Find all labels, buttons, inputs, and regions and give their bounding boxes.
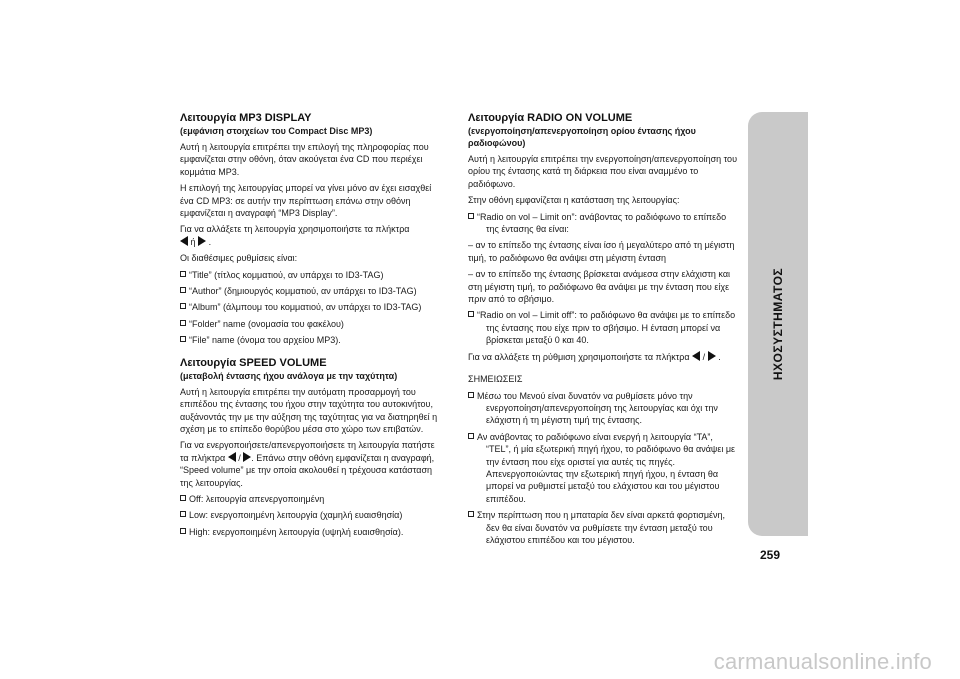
checkbox-bullet-icon [468,311,474,317]
speed-volume-subheading: (μεταβολή έντασης ήχου ανάλογα με την ταχύτητα) [180,370,398,381]
right-arrow-icon [708,351,716,361]
checkbox-bullet-icon [180,336,186,342]
period: . [718,351,721,362]
checkbox-bullet-icon [468,511,474,517]
checkbox-bullet-icon [180,303,186,309]
list-item: Off: λειτουργία απενεργοποιημένη [180,493,438,505]
mp3-display-heading: Λειτουργία MP3 DISPLAY [180,112,312,124]
radio-paragraph-2: Στην οθόνη εμφανίζεται η κατάσταση της λειτουργίας: [468,195,680,206]
period: . [208,236,212,247]
radio-on-volume-heading: Λειτουργία RADIO ON VOLUME [468,112,633,124]
mp3-keys-text: Για να αλλάξετε τη λειτουργία χρησιμοποιήστε τα πλήκτρα [180,224,410,235]
right-arrow-icon [198,236,206,246]
mp3-paragraph-1: Αυτή η λειτουργία επιτρέπει την επιλογή της πληροφορίας που εμφανίζεται στην οθόνη, όταν ακούγεται ένα CD που περιέχει κομμάτια MP3. [180,142,429,177]
mp3-paragraph-3 [180,223,438,248]
section-tab-label: ΗΧΟΣΥΣΤΗΜΑΤΟΣ [771,267,786,381]
checkbox-bullet-icon [180,528,186,534]
slash: / [702,351,706,362]
left-arrow-icon [692,351,700,361]
list-item: “Radio on vol – Limit off”: το ραδιόφωνο θα ανάψει με το επίπεδο της έντασης που είχε πριν το σβήσιμο. Η ένταση μπορεί να βρίσκεται μεταξύ 0 και 40. [468,309,738,346]
list-item: “Author” (δημιουργός κομματιού, αν υπάρχει το ID3-TAG) [180,285,438,297]
list-item: Μέσω του Μενού είναι δυνατόν να ρυθμίσετε μόνο την ενεργοποίηση/απενεργοποίηση της λειτουργίας και όχι την ελάχιστη ή τη μέγιστη τιμή της έντασης. [468,390,738,427]
left-arrow-icon [180,236,188,246]
list-item: “Title” (τίτλος κομματιού, αν υπάρχει το ID3-TAG) [180,269,438,281]
checkbox-bullet-icon [180,320,186,326]
speed-volume-heading: Λειτουργία SPEED VOLUME [180,356,327,369]
slash: / [238,452,241,463]
radio-dash-2: – αν το επίπεδο της έντασης βρίσκεται ανάμεσα στην ελάχιστη και στη μέγιστη τιμή, το ραδιόφωνο θα ανάψει με την ένταση που είχε πριν από το σβήσιμο. [468,269,731,305]
list-item: “Album” (άλμπουμ του κομματιού, αν υπάρχει το ID3-TAG) [180,301,438,313]
page-number: 259 [760,548,781,562]
mp3-display-subheading: (εμφάνιση στοιχείων του Compact Disc MP3) [180,126,373,136]
mp3-paragraph-4: Οι διαθέσιμες ρυθμίσεις είναι: [180,253,298,264]
radio-dash-1: – αν το επίπεδο της έντασης είναι ίσο ή μεγαλύτερο από τη μέγιστη τιμή, το ραδιόφωνο θα ανάψει στη μέγιστη ένταση [468,240,735,263]
notes-heading: ΣΗΜΕΙΩΣΕΙΣ [468,374,523,385]
or-word: ή [190,236,196,247]
list-item: “Folder” name (ονομασία του φακέλου) [180,318,438,330]
checkbox-bullet-icon [468,433,474,439]
left-arrow-icon [228,452,236,462]
list-item: Αν ανάβοντας το ραδιόφωνο είναι ενεργή η λειτουργία “TA”, “TEL”, ή μία εξωτερική πηγή ήχου, το ραδιόφωνο θα ανάψει με την ένταση που είχε οριστεί για αυτές τις πηγές. Απενεργοποιώντας την εξωτερική πηγή ήχου, η ένταση θα μπορεί να ρυθμιστεί μεταξύ του ελάχιστου και του μέγιστου επιπέδου. [468,431,738,505]
section-tab-label-wrap [748,112,808,536]
left-column [180,112,438,542]
radio-paragraph-1: Αυτή η λειτουργία επιτρέπει την ενεργοποίηση/απενεργοποίηση του ορίου της έντασης κατά τη διάρκεια που είναι αναμμένο το ραδιόφωνο. [468,154,737,189]
checkbox-bullet-icon [180,271,186,277]
watermark: carmanualsonline.info [713,649,932,674]
checkbox-bullet-icon [468,213,474,219]
list-item: Στην περίπτωση που η μπαταρία δεν είναι αρκετά φορτισμένη, δεν θα είναι δυνατόν να ρυθμίσετε την ένταση μεταξύ του ελάχιστου επιπέδου και του μέγιστου. [468,509,738,546]
list-item: Low: ενεργοποιημένη λειτουργία (χαμηλή ευαισθησία) [180,509,438,521]
radio-paragraph-3: Για να αλλάξετε τη ρύθμιση χρησιμοποιήστε τα πλήκτρα / . [468,351,721,362]
list-item: “Radio on vol – Limit on”: ανάβοντας το ραδιόφωνο το επίπεδο της έντασης θα είναι: [468,211,738,236]
speed-paragraph-2: Για να ενεργοποιήσετε/απενεργοποιήσετε τη λειτουργία πατήστε τα πλήκτρα / . Επάνω στην οθόνη εμφανίζεται η αναγραφή, “Speed volume” με την οποία ακολουθεί η τρέχουσα κατάσταση της λειτουργίας. [180,440,435,488]
right-column [468,112,738,550]
checkbox-bullet-icon [180,495,186,501]
checkbox-bullet-icon [468,392,474,398]
radio-on-volume-subheading: (ενεργοποίηση/απενεργοποίηση ορίου έντασης ήχου ραδιοφώνου) [468,126,696,148]
speed-paragraph-1: Αυτή η λειτουργία επιτρέπει την αυτόματη προσαρμογή του επιπέδου της έντασης του ήχου στην ταχύτητα του αυτοκινήτου, αυξάνοντάς την με την αύξηση της ταχύτητας για να διατηρηθεί η σχέση με το επίπεδο θορύβου μέσα στο χώρο των επιβατών. [180,386,438,434]
checkbox-bullet-icon [180,511,186,517]
mp3-paragraph-2: Η επιλογή της λειτουργίας μπορεί να γίνει μόνο αν έχει εισαχθεί ένα CD MP3: σε αυτήν την περίπτωση επάνω στην οθόνη εμφανίζεται η αναγραφή “MP3 Display”. [180,183,432,219]
list-item: High: ενεργοποιημένη λειτουργία (υψηλή ευαισθησία). [180,526,438,538]
list-item: “File” name (όνομα του αρχείου MP3). [180,334,438,346]
checkbox-bullet-icon [180,287,186,293]
